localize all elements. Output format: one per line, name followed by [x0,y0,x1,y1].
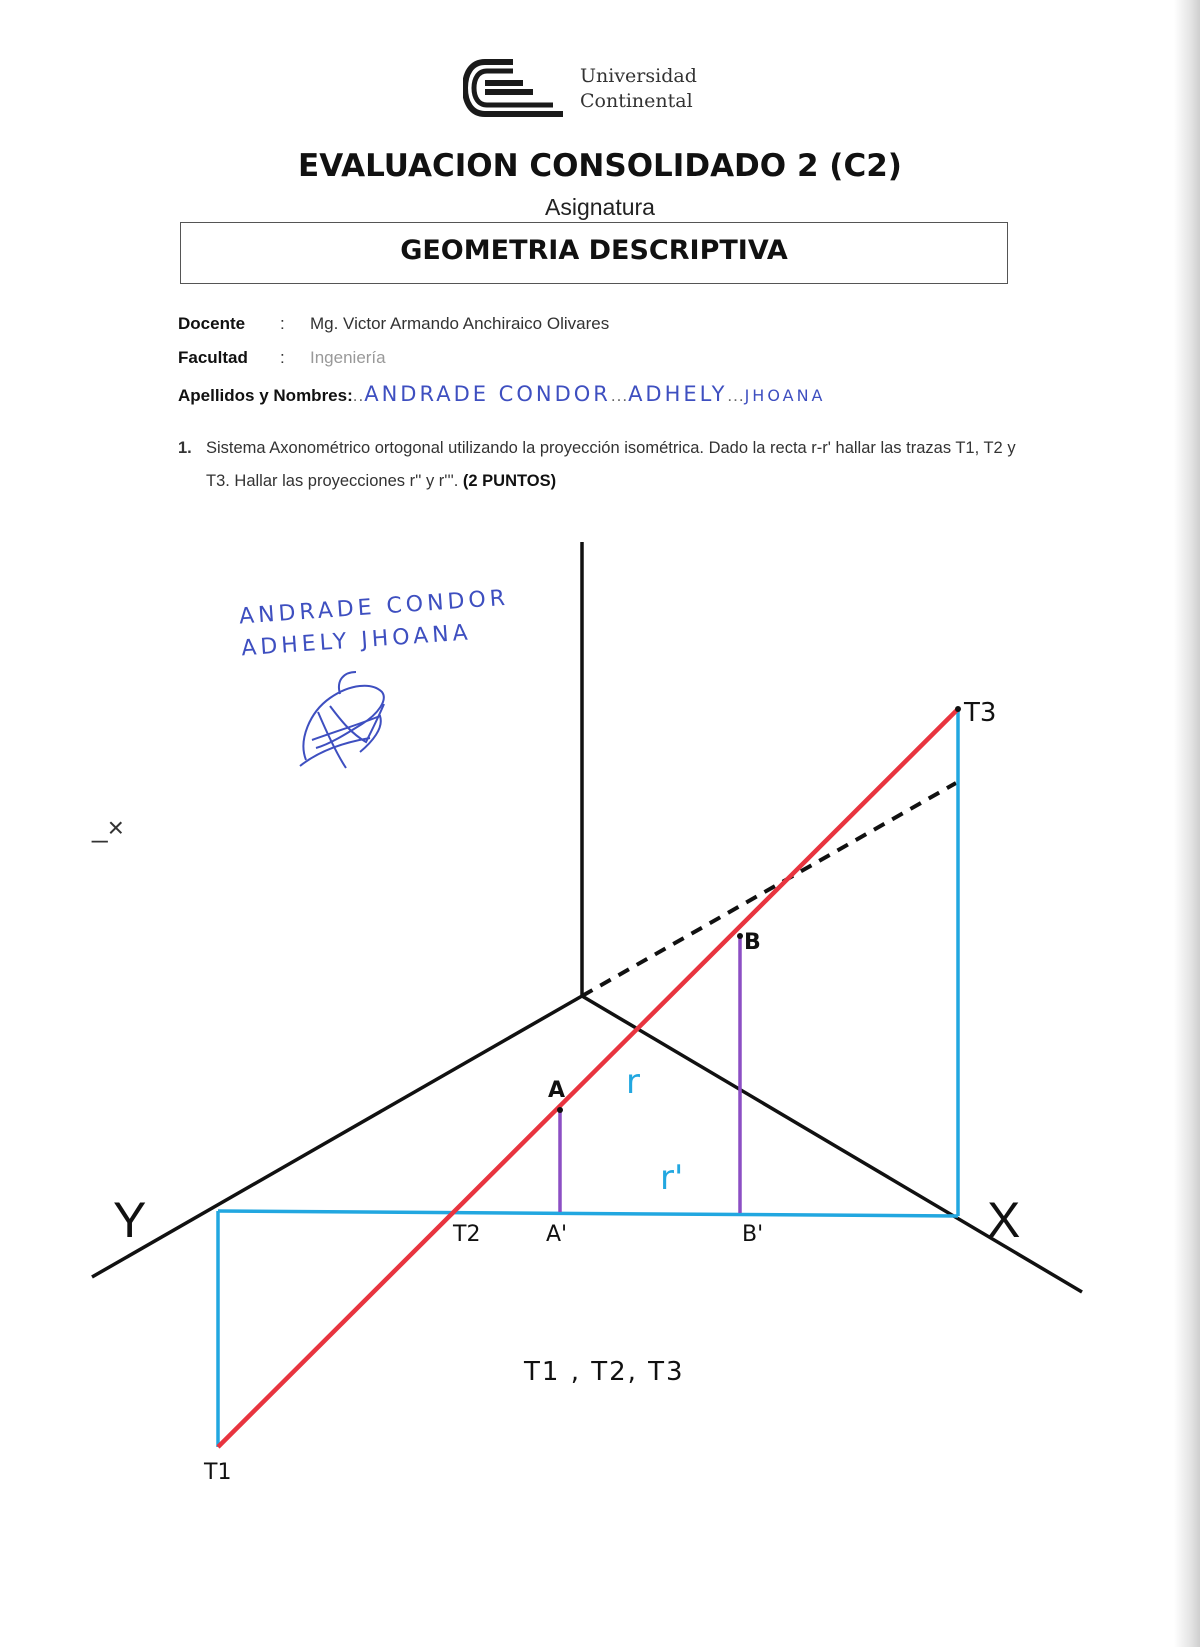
facultad-separator: : [280,348,285,367]
projection-r-prime [218,1211,958,1216]
label-a: A [548,1078,566,1103]
docente-value: Mg. Victor Armando Anchiraico Olivares [310,314,610,333]
subject-label: Asignatura [545,194,655,220]
label-t2: T2 [453,1222,481,1247]
nombres-handwritten-3: JHOANA [744,386,826,405]
facultad-value: Ingeniería [310,348,386,367]
axis-label-x: X [987,1192,1021,1248]
point-t3 [955,706,961,712]
nombres-handwritten-2: ADHELY [628,382,728,406]
label-r-prime: r' [660,1158,684,1198]
label-a-prime: A' [546,1222,568,1247]
docente-label: Docente [178,314,246,333]
axis-y [92,996,582,1277]
question-number: 1. [178,439,192,457]
label-r: r [626,1062,640,1102]
line-r [218,709,958,1447]
stray-mark: _× [92,812,124,843]
facultad-label: Facultad [178,348,248,367]
dashed-hidden-line [582,783,956,996]
nombres-label: Apellidos y Nombres: [178,386,353,405]
axis-label-y: Y [113,1192,147,1248]
subject-name: GEOMETRIA DESCRIPTIVA [400,235,788,266]
nombres-handwritten-1: ANDRADE CONDOR [364,382,611,406]
point-b [737,933,743,939]
label-b-prime: B' [742,1222,764,1247]
label-t3: T3 [964,698,997,728]
handwritten-name-line-2: ADHELY JHOANA [240,620,473,662]
label-b: B [744,930,761,955]
question-text: Sistema Axonométrico ortogonal utilizando la proyección isométrica. Dado la recta r-r' hallar las trazas T1, T2 y T3. Hallar las proyecciones r'' y r'''. [206,439,1016,490]
nombres-dots-3: ... [727,386,745,405]
nombres-dots-1: .. [352,386,365,405]
point-a [557,1107,563,1113]
nombres-dots-2: ... [610,386,629,405]
logo-line-2: Continental [580,90,693,112]
handwritten-name-line-1: ANDRADE CONDOR [238,585,510,630]
handwritten-signature-icon [300,672,384,768]
exam-title: EVALUACION CONSOLIDADO 2 (C2) [298,148,902,184]
handwritten-answer: T1 , T2, T3 [524,1357,685,1387]
label-t1: T1 [204,1460,232,1485]
question-points: (2 PUNTOS) [462,472,557,490]
logo-line-1: Universidad [580,65,697,87]
docente-separator: : [280,314,285,333]
